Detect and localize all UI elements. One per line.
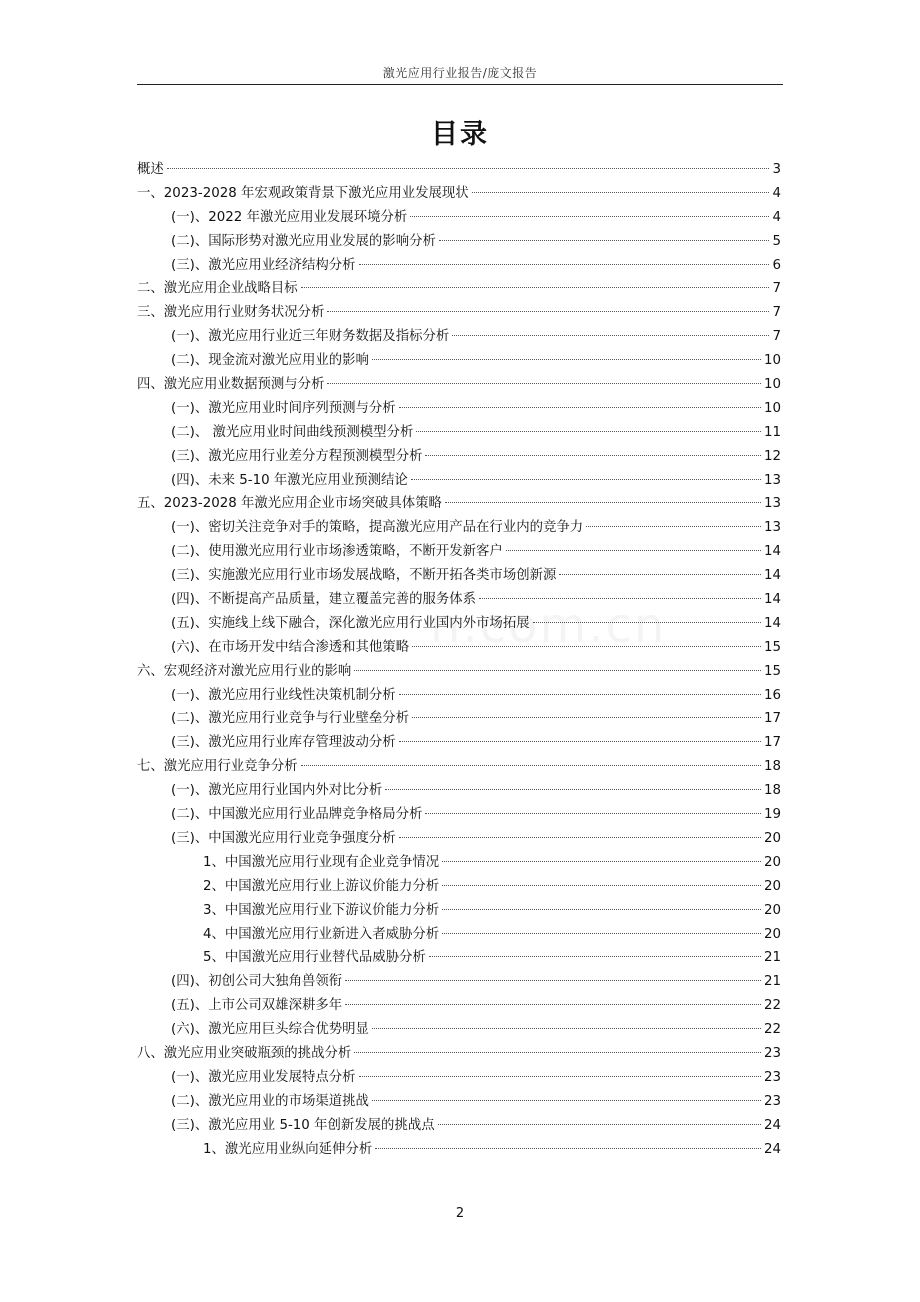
toc-entry-text: (一)、2022 年激光应用业发展环境分析 [171,209,408,225]
toc-entry-text: (三)、激光应用行业库存管理波动分析 [171,735,396,751]
toc-entry-page: 17 [763,735,781,751]
toc-entry[interactable] [137,779,781,803]
toc-entry-text: (五)、实施线上线下融合，深化激光应用行业国内外市场拓展 [171,615,530,631]
toc-entry[interactable] [137,1066,781,1090]
toc-dot-leader [301,765,761,766]
toc-dot-leader [399,407,761,408]
toc-entry-page: 19 [763,807,781,823]
toc-entry-text: (三)、实施激光应用行业市场发展战略，不断开拓各类市场创新源 [171,568,557,584]
toc-entry-text: (二)、激光应用行业竞争与行业壁垒分析 [171,711,410,727]
toc-entry-text: 七、激光应用行业竞争分析 [137,759,298,775]
toc-entry-page: 18 [763,783,781,799]
toc-entry-page: 20 [763,878,781,894]
toc-entry[interactable] [137,588,781,612]
toc-entry-text: (三)、激光应用行业差分方程预测模型分析 [171,448,423,464]
toc-entry-text: 4、中国激光应用行业新进入者威胁分析 [203,926,440,942]
toc-entry-text: (一)、激光应用行业国内外对比分析 [171,783,383,799]
toc-dot-leader [399,837,761,838]
toc-entry[interactable] [137,731,781,755]
toc-entry-page: 4 [772,209,781,225]
toc-entry[interactable] [137,875,781,899]
toc-entry-text: 2、中国激光应用行业上游议价能力分析 [203,878,440,894]
toc-entry[interactable] [137,946,781,970]
toc-entry[interactable] [137,803,781,827]
toc-entry-page: 23 [763,1045,781,1061]
toc-entry-text: (一)、激光应用行业近三年财务数据及指标分析 [171,329,450,345]
toc-entry[interactable] [137,254,781,278]
toc-entry-page: 21 [763,950,781,966]
toc-entry-page: 10 [763,400,781,416]
toc-entry-page: 10 [763,377,781,393]
toc-entry-text: (四)、初创公司大独角兽领衔 [171,974,343,990]
toc-entry[interactable] [137,636,781,660]
table-of-contents [137,158,781,1161]
toc-entry-text: 概述 [137,162,164,177]
toc-dot-leader [533,622,761,623]
toc-entry-page: 5 [772,233,781,249]
header-rule [137,84,783,85]
toc-dot-leader [399,741,761,742]
toc-entry-page: 13 [763,496,781,512]
toc-entry-text: 三、激光应用行业财务状况分析 [137,305,325,321]
toc-entry-text: (三)、中国激光应用行业竞争强度分析 [171,830,396,846]
toc-entry[interactable] [137,540,781,564]
toc-entry[interactable] [137,349,781,373]
toc-title: 目录 [431,119,489,150]
toc-entry-page: 15 [763,663,781,679]
toc-dot-leader [442,885,761,886]
toc-entry-page: 13 [763,472,781,488]
toc-entry[interactable] [137,445,781,469]
toc-entry-text: (三)、激光应用业 5-10 年创新发展的挑战点 [171,1117,435,1133]
toc-entry-text: (五)、上市公司双雄深耕多年 [171,998,343,1014]
toc-dot-leader [429,956,761,957]
toc-entry[interactable] [137,923,781,947]
toc-entry[interactable] [137,827,781,851]
toc-entry[interactable] [137,899,781,923]
toc-entry[interactable] [137,397,781,421]
toc-entry-page: 24 [763,1117,781,1133]
toc-entry-text: (一)、激光应用业时间序列预测与分析 [171,400,396,416]
toc-entry-text: 1、激光应用业纵向延伸分析 [203,1141,373,1157]
toc-entry[interactable] [137,851,781,875]
toc-dot-leader [442,861,761,862]
toc-entry[interactable] [137,469,781,493]
toc-entry-page: 20 [763,830,781,846]
toc-entry-page: 18 [763,759,781,775]
toc-entry-page: 23 [763,1069,781,1085]
toc-entry[interactable] [137,755,781,779]
toc-entry-text: 3、中国激光应用行业下游议价能力分析 [203,902,440,918]
toc-entry-page: 22 [763,998,781,1014]
toc-dot-leader [167,168,770,169]
toc-entry[interactable] [137,277,781,301]
toc-entry-page: 23 [763,1093,781,1109]
toc-dot-leader [410,216,769,217]
toc-entry-text: (一)、激光应用业发展特点分析 [171,1069,356,1085]
toc-entry[interactable] [137,158,781,182]
toc-entry-text: 5、中国激光应用行业替代品威胁分析 [203,950,426,966]
toc-dot-leader [452,335,769,336]
toc-dot-leader [479,598,761,599]
toc-dot-leader [354,670,761,671]
toc-dot-leader [412,717,761,718]
toc-entry-text: (二)、激光应用业的市场渠道挑战 [171,1093,369,1109]
toc-entry-text: 1、中国激光应用行业现有企业竞争情况 [203,854,440,870]
toc-entry[interactable] [137,1138,781,1162]
toc-entry-text: (二)、中国激光应用行业品牌竞争格局分析 [171,807,423,823]
toc-dot-leader [411,479,761,480]
toc-entry-text: 一、2023-2028 年宏观政策背景下激光应用业发展现状 [137,185,469,201]
toc-entry-page: 24 [763,1141,781,1157]
toc-entry-page: 14 [763,544,781,560]
toc-entry[interactable] [137,970,781,994]
toc-entry-page: 22 [763,1022,781,1038]
toc-dot-leader [425,813,760,814]
toc-entry-text: (二)、现金流对激光应用业的影响 [171,353,369,369]
toc-entry-text: (四)、未来 5-10 年激光应用业预测结论 [171,472,408,488]
toc-entry-page: 3 [772,162,781,177]
toc-entry[interactable] [137,421,781,445]
toc-dot-leader [359,1076,761,1077]
toc-entry-page: 14 [763,592,781,608]
toc-dot-leader [439,240,770,241]
toc-entry-text: (一)、密切关注竞争对手的策略，提高激光应用产品在行业内的竞争力 [171,520,584,536]
watermark: n.com.cn [430,598,667,654]
toc-entry-page: 20 [763,902,781,918]
toc-entry-text: 四、激光应用业数据预测与分析 [137,377,325,393]
toc-entry[interactable] [137,516,781,540]
toc-dot-leader [559,574,761,575]
toc-entry[interactable] [137,1042,781,1066]
toc-dot-leader [372,1100,761,1101]
toc-entry-text: 六、宏观经济对激光应用行业的影响 [137,663,352,679]
toc-entry-text: 二、激光应用企业战略目标 [137,281,298,297]
toc-dot-leader [372,1028,761,1029]
toc-entry[interactable] [137,182,781,206]
toc-entry-page: 13 [763,520,781,536]
toc-entry[interactable] [137,1090,781,1114]
page-number: 2 [455,1206,465,1221]
toc-dot-leader [445,502,761,503]
toc-dot-leader [345,980,761,981]
toc-dot-leader [345,1004,761,1005]
toc-entry-page: 7 [772,305,781,321]
toc-entry-text: (四)、不断提高产品质量，建立覆盖完善的服务体系 [171,592,477,608]
toc-entry-text: 五、2023-2028 年激光应用企业市场突破具体策略 [137,496,442,512]
toc-entry-page: 10 [763,353,781,369]
toc-dot-leader [586,526,761,527]
toc-entry-page: 15 [763,639,781,655]
toc-dot-leader [399,694,761,695]
toc-entry-page: 4 [772,185,781,201]
toc-entry[interactable] [137,564,781,588]
toc-dot-leader [442,933,761,934]
toc-dot-leader [442,909,761,910]
toc-entry-page: 7 [772,281,781,297]
toc-dot-leader [472,192,770,193]
toc-entry-page: 16 [763,687,781,703]
toc-entry-page: 20 [763,854,781,870]
toc-entry-page: 7 [772,329,781,345]
toc-dot-leader [354,1052,761,1053]
toc-entry-page: 14 [763,568,781,584]
toc-dot-leader [301,287,770,288]
toc-entry-text: (二)、国际形势对激光应用业发展的影响分析 [171,233,436,249]
toc-entry-page: 12 [763,448,781,464]
toc-entry[interactable] [137,994,781,1018]
toc-entry[interactable] [137,230,781,254]
toc-entry-text: (三)、激光应用业经济结构分析 [171,257,356,273]
toc-entry[interactable] [137,707,781,731]
toc-dot-leader [425,455,760,456]
toc-entry[interactable] [137,492,781,516]
toc-dot-leader [327,383,760,384]
toc-entry[interactable] [137,1018,781,1042]
toc-entry-text: (六)、激光应用巨头综合优势明显 [171,1022,369,1038]
toc-entry-page: 17 [763,711,781,727]
toc-dot-leader [327,311,769,312]
toc-entry[interactable] [137,684,781,708]
toc-entry[interactable] [137,325,781,349]
toc-dot-leader [412,646,761,647]
toc-entry-text: (六)、在市场开发中结合渗透和其他策略 [171,639,410,655]
toc-dot-leader [506,550,761,551]
toc-entry-page: 21 [763,974,781,990]
toc-dot-leader [416,431,761,432]
page-header: 激光应用行业报告/庞文报告 [382,66,538,80]
toc-entry[interactable] [137,612,781,636]
toc-dot-leader [359,264,770,265]
toc-entry[interactable] [137,1114,781,1138]
toc-dot-leader [375,1148,761,1149]
toc-entry-text: (一)、激光应用行业线性决策机制分析 [171,687,396,703]
toc-entry-page: 6 [772,257,781,273]
toc-entry-page: 20 [763,926,781,942]
toc-entry-text: 八、激光应用业突破瓶颈的挑战分析 [137,1045,352,1061]
toc-entry-text: (二)、使用激光应用行业市场渗透策略，不断开发新客户 [171,544,503,560]
toc-entry[interactable] [137,206,781,230]
toc-entry-text: (二)、 激光应用业时间曲线预测模型分析 [171,424,414,440]
toc-entry-page: 14 [763,615,781,631]
toc-entry[interactable] [137,373,781,397]
toc-dot-leader [385,789,761,790]
toc-entry[interactable] [137,660,781,684]
toc-dot-leader [438,1124,761,1125]
toc-dot-leader [372,359,761,360]
toc-entry[interactable] [137,301,781,325]
toc-entry-page: 11 [763,424,781,440]
